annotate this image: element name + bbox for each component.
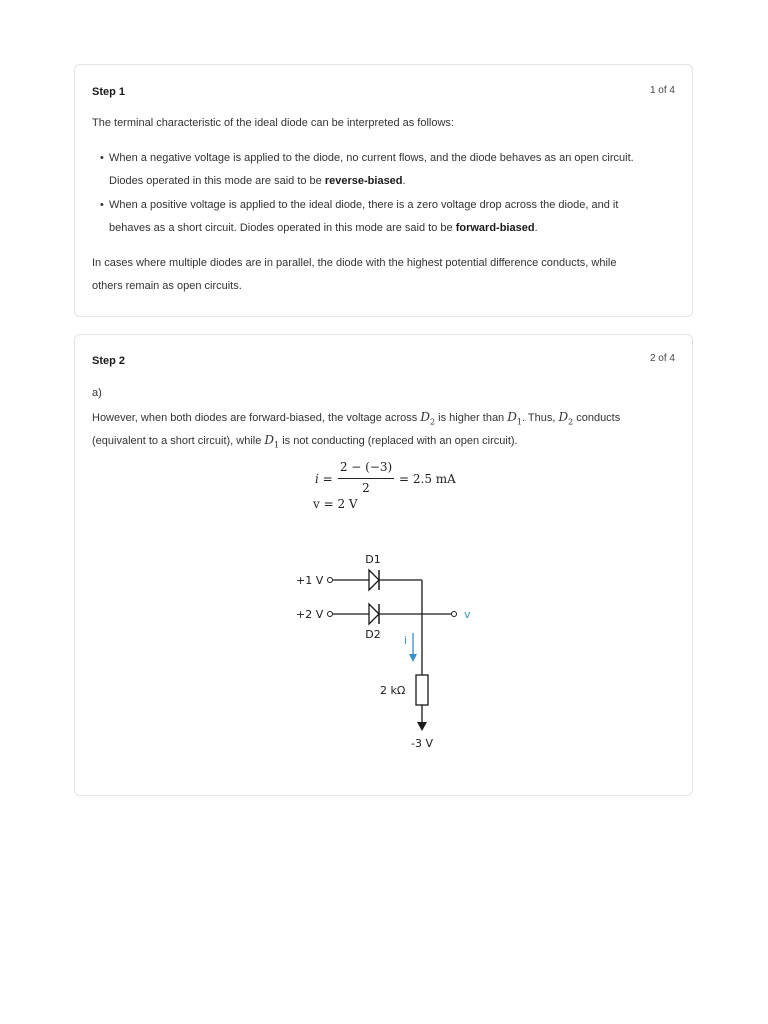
v1-label: +1 V <box>296 574 324 587</box>
step-2-text-line-1: However, when both diodes are forward-biased, the voltage across $D_2$ is higher than $D_1$. Thus, $D_2$ conducts <box>92 410 621 427</box>
v2-terminal <box>328 612 333 617</box>
step-2-text-line-2: (equivalent to a short circuit), while $D_1$ is not conducting (replaced with an open circuit). <box>92 433 518 450</box>
step-1-card <box>74 64 693 317</box>
voltage-equation: v = 2 V <box>313 497 358 511</box>
current-equation-lhs: i = <box>315 472 333 486</box>
part-a-label: a) <box>92 387 102 399</box>
diode-d2-icon <box>369 604 379 624</box>
d2-symbol: $D_2$ <box>558 410 574 427</box>
supply-arrow-icon <box>417 722 427 731</box>
output-voltage-label: v <box>464 608 471 621</box>
step-1-intro: The terminal characteristic of the ideal diode can be interpreted as follows: <box>92 117 454 129</box>
bullet-1-line-2: Diodes operated in this mode are said to be reverse-biased. <box>109 175 406 187</box>
reverse-biased-term: reverse-biased <box>324 175 403 187</box>
step-1-paragraph-line-2: others remain as open circuits. <box>92 280 242 292</box>
v2-label: +2 V <box>296 608 324 621</box>
resistor-label: 2 kΩ <box>380 684 406 697</box>
d1-symbol: $D_1$ <box>507 410 522 427</box>
step-2-count: 2 of 4 <box>649 353 675 364</box>
d2-label: D2 <box>365 628 381 641</box>
bullet-dot: • <box>100 152 104 164</box>
bullet-dot: • <box>100 199 104 211</box>
output-terminal <box>452 612 457 617</box>
diode-d1-icon <box>369 570 379 590</box>
bullet-1-line-1: When a negative voltage is applied to the diode, no current flows, and the diode behaves as an open circuit. <box>109 152 634 164</box>
d1-symbol: $D_1$ <box>264 433 280 450</box>
diode-circuit-diagram <box>75 335 694 797</box>
current-arrow-icon <box>409 654 417 662</box>
bullet-2-line-1: When a positive voltage is applied to the ideal diode, there is a zero voltage drop across the diode, and it <box>109 199 619 211</box>
step-1-count: 1 of 4 <box>649 85 675 96</box>
v1-terminal <box>328 578 333 583</box>
step-1-paragraph-line-1: In cases where multiple diodes are in parallel, the diode with the highest potential difference conducts, while <box>92 257 617 269</box>
resistor-icon <box>416 675 428 705</box>
step-2-title: Step 2 <box>92 355 126 367</box>
d1-label: D1 <box>365 553 381 566</box>
current-equation-denominator: 2 <box>362 481 370 495</box>
current-label: i <box>404 634 408 647</box>
d2-symbol: $D_2$ <box>420 410 436 427</box>
current-equation-rhs: = 2.5 mA <box>399 472 456 486</box>
supply-label: -3 V <box>411 737 433 750</box>
step-1-title: Step 1 <box>92 86 126 98</box>
bullet-2-line-2: behaves as a short circuit. Diodes operated in this mode are said to be forward-biased. <box>109 222 538 234</box>
forward-biased-term: forward-biased <box>455 222 535 234</box>
step-2-card <box>74 334 693 796</box>
current-equation-numerator: 2 − (−3) <box>339 460 393 474</box>
